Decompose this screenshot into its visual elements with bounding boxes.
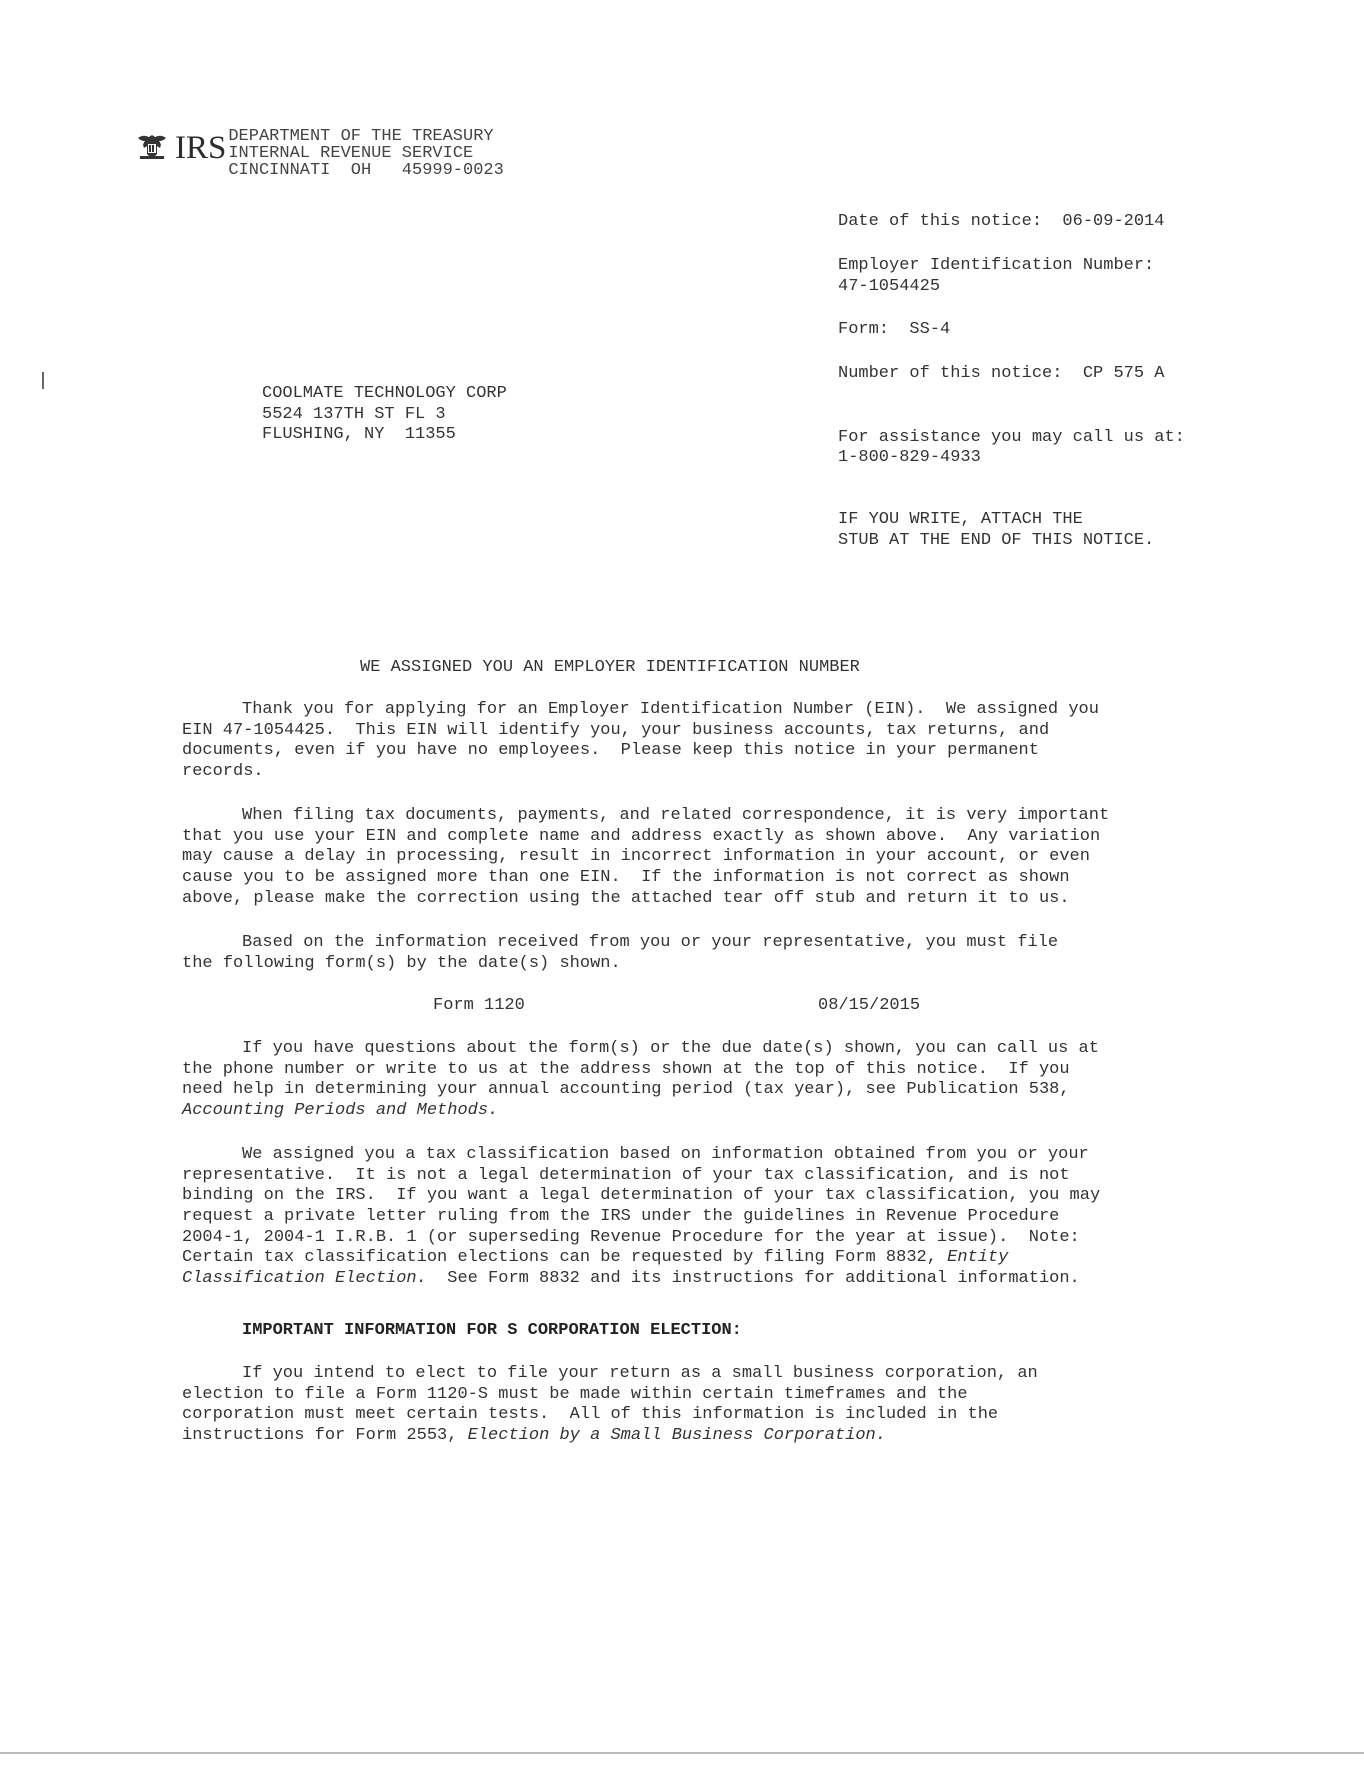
p1-line-2: EIN 47-1054425. This EIN will identify you, your business accounts, tax returns, and bbox=[182, 721, 1050, 740]
p5-line-1: We assigned you a tax classification based on information obtained from you or your bbox=[242, 1145, 1089, 1164]
recipient-city: FLUSHING, NY 11355 bbox=[262, 425, 456, 444]
p6-line-4-text: instructions for Form 2553, bbox=[182, 1426, 468, 1445]
notice-date: Date of this notice: 06-09-2014 bbox=[838, 212, 1165, 231]
p4-line-3: need help in determining your annual accounting period (tax year), see Publication 538, bbox=[182, 1080, 1070, 1099]
p5-line-5: 2004-1, 2004-1 I.R.B. 1 (or superseding Revenue Procedure for the year at issue). Note: bbox=[182, 1228, 1080, 1247]
margin-mark bbox=[42, 372, 44, 389]
p3-line-2: the following form(s) by the date(s) shown. bbox=[182, 954, 621, 973]
scan-bottom-edge bbox=[0, 1752, 1364, 1754]
s-corp-heading: IMPORTANT INFORMATION FOR S CORPORATION ELECTION: bbox=[242, 1321, 742, 1340]
recipient-name: COOLMATE TECHNOLOGY CORP bbox=[262, 384, 507, 403]
p5-line-6 bbox=[182, 1248, 1008, 1269]
ein-value: 47-1054425 bbox=[838, 277, 941, 296]
form-8832-title-part2: Classification Election. bbox=[182, 1269, 427, 1288]
p5-line-4: request a private letter ruling from the IRS under the guidelines in Revenue Procedure bbox=[182, 1207, 1060, 1226]
p4-line-1: If you have questions about the form(s) or the due date(s) shown, you can call us at bbox=[242, 1039, 1099, 1058]
agency-line-2: INTERNAL REVENUE SERVICE bbox=[228, 144, 474, 163]
assistance-phone: 1-800-829-4933 bbox=[838, 448, 981, 467]
p5-line-7-text: See Form 8832 and its instructions for additional information. bbox=[426, 1269, 1080, 1288]
p1-line-3: documents, even if you have no employees. Please keep this notice in your permanent bbox=[182, 741, 1039, 760]
p4-line-2: the phone number or write to us at the address shown at the top of this notice. If you bbox=[182, 1060, 1070, 1079]
agency-line-3: CINCINNATI OH 45999-0023 bbox=[228, 161, 504, 180]
due-form-name: Form 1120 bbox=[433, 996, 525, 1015]
ein-label: Employer Identification Number: bbox=[838, 256, 1155, 275]
form-type: Form: SS-4 bbox=[838, 320, 951, 339]
irs-header bbox=[135, 128, 504, 179]
assistance-label: For assistance you may call us at: bbox=[838, 428, 1185, 447]
p2-line-5: above, please make the correction using the attached tear off stub and return it to us. bbox=[182, 889, 1070, 908]
p1-line-4: records. bbox=[182, 762, 264, 781]
p5-line-2: representative. It is not a legal determination of your tax classification, and is not bbox=[182, 1166, 1070, 1185]
agency-line-1: DEPARTMENT OF THE TREASURY bbox=[228, 127, 494, 146]
write-instruction-1: IF YOU WRITE, ATTACH THE bbox=[838, 510, 1083, 529]
form-2553-title: Election by a Small Business Corporation. bbox=[467, 1426, 886, 1445]
p5-line-7 bbox=[182, 1269, 1080, 1290]
write-instruction-2: STUB AT THE END OF THIS NOTICE. bbox=[838, 531, 1155, 550]
p1-line-1: Thank you for applying for an Employer Identification Number (EIN). We assigned you bbox=[242, 700, 1099, 719]
p3-line-1: Based on the information received from you or your representative, you must file bbox=[242, 933, 1059, 952]
p2-line-3: may cause a delay in processing, result in incorrect information in your account, or even bbox=[182, 847, 1090, 866]
publication-title: Accounting Periods and Methods. bbox=[182, 1101, 499, 1120]
p2-line-2: that you use your EIN and complete name and address exactly as shown above. Any variation bbox=[182, 827, 1101, 846]
notice-number: Number of this notice: CP 575 A bbox=[838, 364, 1165, 383]
p2-line-1: When filing tax documents, payments, and related correspondence, it is very important bbox=[242, 806, 1110, 825]
p6-line-4 bbox=[182, 1426, 886, 1447]
p6-line-3: corporation must meet certain tests. All of this information is included in the bbox=[182, 1405, 999, 1424]
irs-eagle-logo-icon bbox=[135, 132, 169, 162]
irs-logo-text: IRS bbox=[175, 130, 227, 166]
p6-line-2: election to file a Form 1120-S must be made within certain timeframes and the bbox=[182, 1385, 968, 1404]
p5-line-3: binding on the IRS. If you want a legal determination of your tax classification, you may bbox=[182, 1186, 1101, 1205]
p5-line-6-text: Certain tax classification elections can be requested by filing Form 8832, bbox=[182, 1248, 948, 1267]
form-8832-title-part1: Entity bbox=[947, 1248, 1009, 1267]
due-form-date: 08/15/2015 bbox=[818, 996, 921, 1015]
p2-line-4: cause you to be assigned more than one EIN. If the information is not correct as shown bbox=[182, 868, 1070, 887]
p6-line-1: If you intend to elect to file your return as a small business corporation, an bbox=[242, 1364, 1038, 1383]
agency-address bbox=[228, 128, 503, 179]
p4-line-4 bbox=[182, 1101, 498, 1122]
notice-title: WE ASSIGNED YOU AN EMPLOYER IDENTIFICATION NUMBER bbox=[360, 658, 860, 677]
recipient-street: 5524 137TH ST FL 3 bbox=[262, 405, 446, 424]
